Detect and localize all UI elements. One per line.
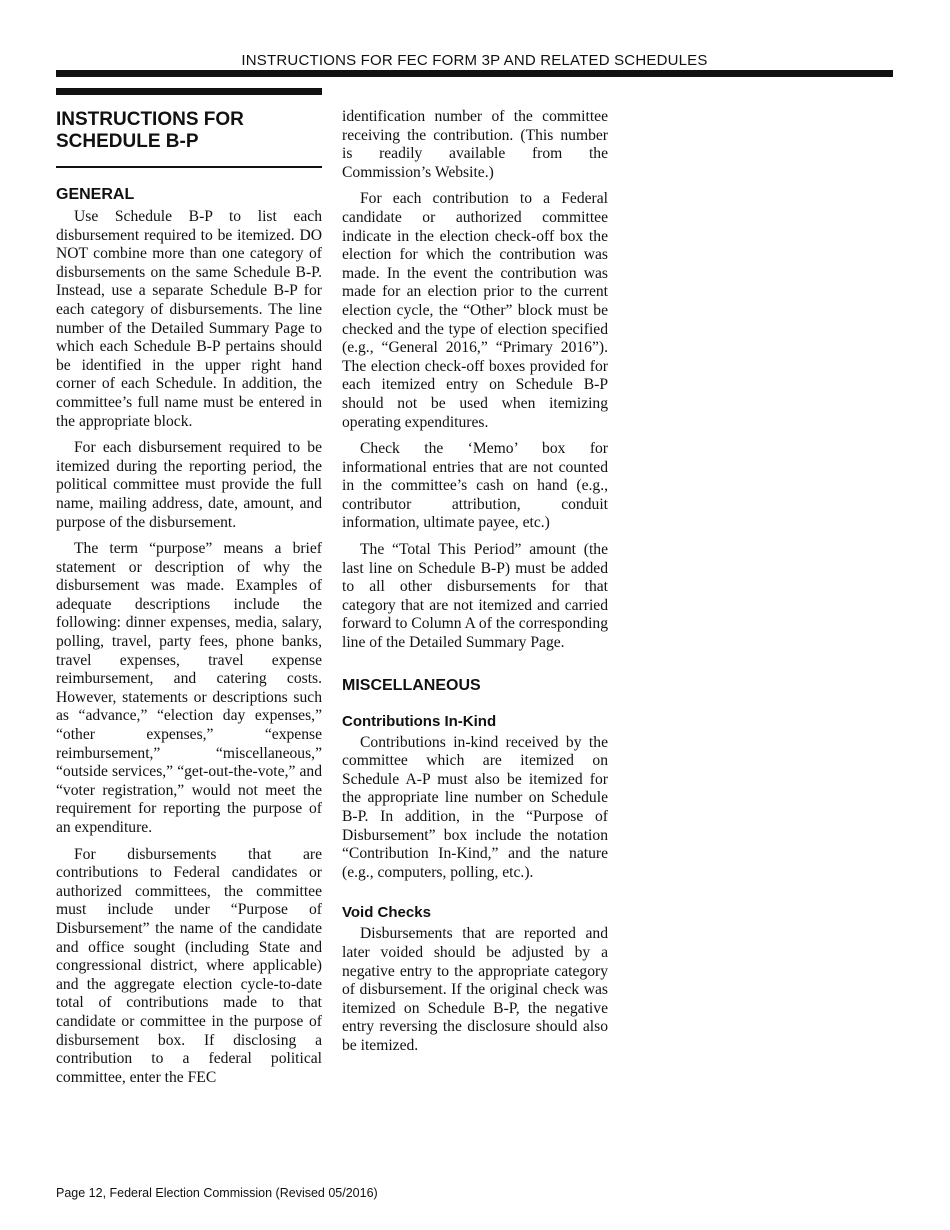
general-paragraph: For disbursements that are contributions to Federal candidates or authorized committees, the committee must include under “Purpose of Disbursement” the name of the candidate and office sought (including State and congressional district, where applicable) and the aggregate election cycle-to-date total of contributions made to that candidate or committee in the purpose of disbursement box. If disclosing a contribution to a federal political committee, enter the FEC: [56, 845, 322, 1086]
title-underline: [56, 166, 322, 168]
general-heading: GENERAL: [56, 186, 135, 203]
page-footer: Page 12, Federal Election Commission (Revised 05/2016): [56, 1186, 378, 1200]
general-paragraph: For each disbursement required to be itemized during the reporting period, the political committee must provide the full name, mailing address, date, amount, and purpose of the disbursement.: [56, 439, 322, 531]
contributions-in-kind-heading: Contributions In-Kind: [342, 712, 497, 730]
general-paragraph: The term “purpose” means a brief statement or description of why the disbursement was made. Examples of adequate descriptions include the following: dinner expenses, media, salary, polling, travel, party fees, phone banks, travel expenses, travel expense reimbursement, and catering costs. However, statements or descriptions such as “advance,” “election day expenses,” “other expenses,” “expense reimbursement,” “miscellaneous,” “outside services,” “get-out-the-vote,” and “voter registration,” would not meet the requirement for reporting the purpose of an expenditure.: [56, 540, 322, 836]
void-checks-heading: Void Checks: [342, 904, 431, 922]
title-rule: [56, 88, 322, 95]
right-column: [342, 108, 608, 1064]
right-paragraph: The “Total This Period” amount (the last line on Schedule B-P) must be added to all other disbursements for that category that are not itemized and carried forward to Column A of the corresponding line of the Detailed Summary Page.: [342, 541, 608, 652]
schedule-title-line1: INSTRUCTIONS FOR: [56, 109, 244, 130]
right-paragraph: For each contribution to a Federal candidate or authorized committee indicate in the election check-off box the election for which the contribution was made. In the event the contribution was made for an election prior to the current election cycle, the “Other” block must be checked and the type of election specified (e.g., “General 2016,” “Primary 2016”). The election check-off boxes provided for each itemized entry on Schedule B-P should not be used when itemizing operating expenditures.: [342, 190, 608, 431]
continuation-paragraph: identification number of the committee receiving the contribution. (This number is readily available from the Commission’s Website.): [342, 108, 608, 181]
running-head: INSTRUCTIONS FOR FEC FORM 3P AND RELATED SCHEDULES: [241, 52, 708, 69]
miscellaneous-heading: MISCELLANEOUS: [342, 676, 481, 694]
void-checks-paragraph: Disbursements that are reported and later voided should be adjusted by a negative entry to the appropriate category of disbursement. If the original check was itemized on Schedule B-P, the negative entry reversing the disclosure should also be itemized.: [342, 925, 608, 1054]
schedule-title-line2: SCHEDULE B-P: [56, 131, 199, 152]
top-rule: [56, 70, 893, 77]
left-column: [56, 88, 322, 1095]
general-paragraph: Use Schedule B-P to list each disbursement required to be itemized. DO NOT combine more than one category of disbursements on the same Schedule B-P. Instead, use a separate Schedule B-P for each category of disbursements. The line number of the Detailed Summary Page to which each Schedule B-P pertains should be identified in the upper right hand corner of each Schedule. In addition, the committee’s full name must be entered in the appropriate block.: [56, 208, 322, 430]
contributions-in-kind-paragraph: Contributions in-kind received by the committee which are itemized on Schedule A-P must also be itemized for the appropriate line number on Schedule B-P. In addition, in the “Purpose of Disbursement” box include the notation “Contribution In-Kind,” and the nature (e.g., computers, polling, etc.).: [342, 733, 608, 881]
right-paragraph: Check the ‘Memo’ box for informational entries that are not counted in the committee’s cash on hand (e.g., contributor attribution, conduit information, ultimate payee, etc.): [342, 440, 608, 532]
schedule-title: [56, 109, 322, 153]
